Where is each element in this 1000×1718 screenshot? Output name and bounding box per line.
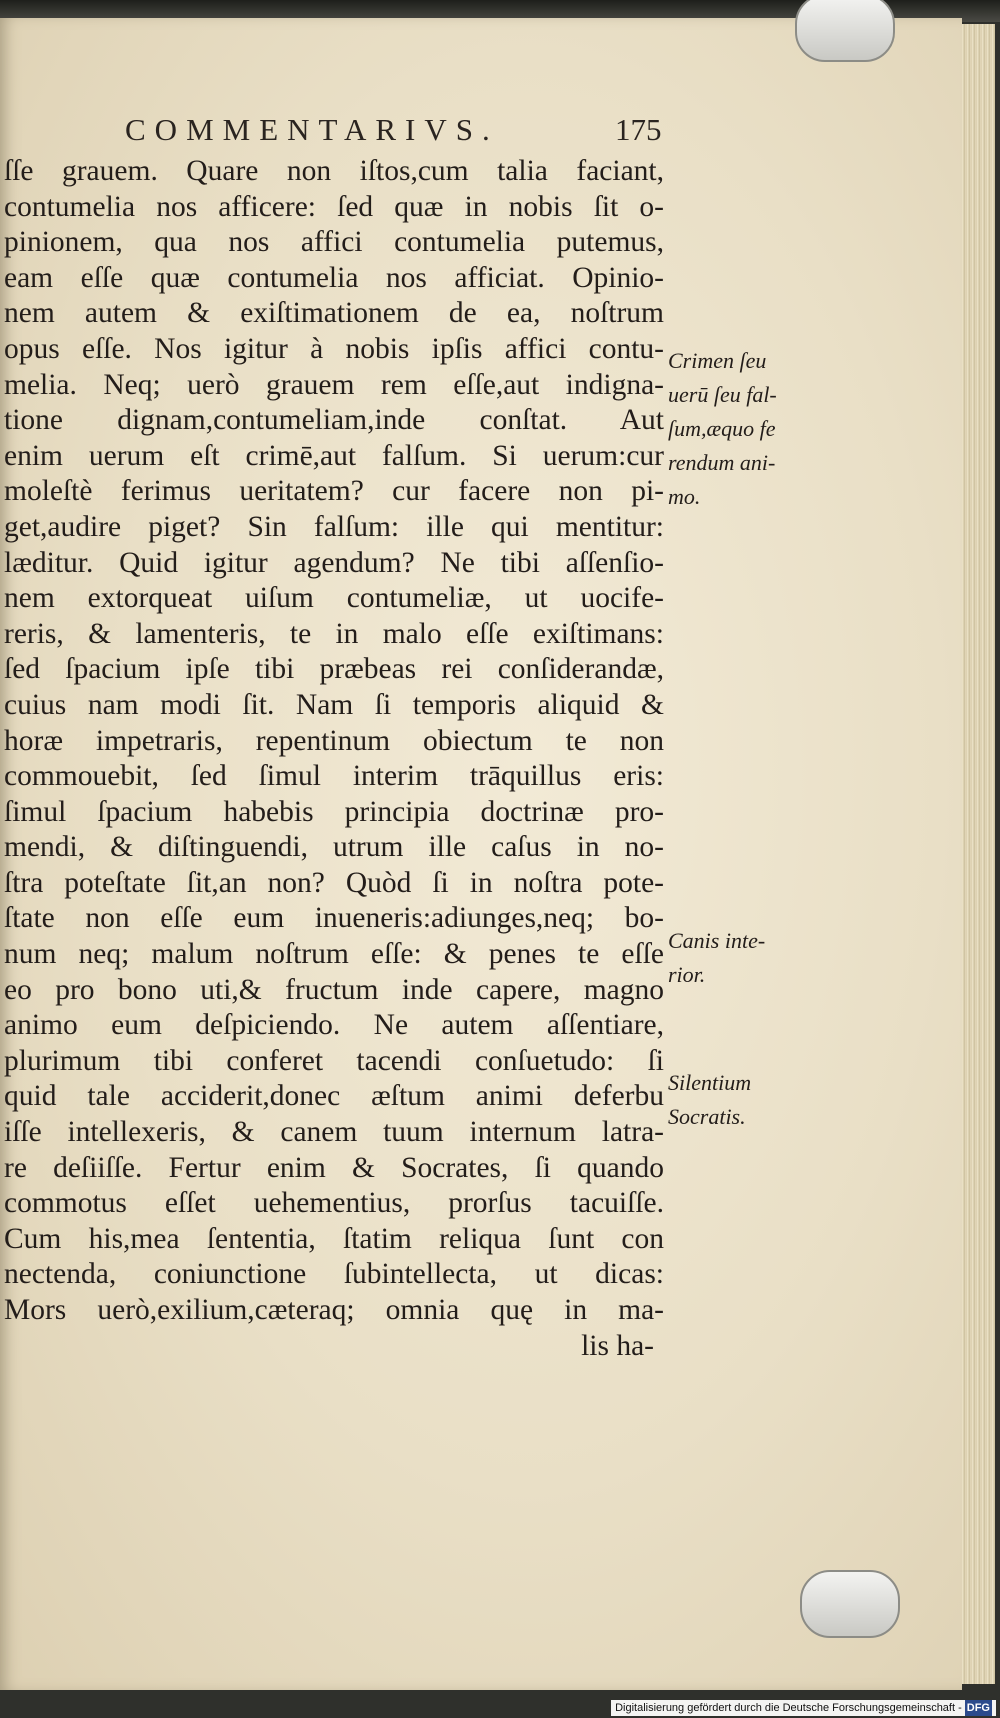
text-line: ſſe grauem. Quare non iſtos,cum talia faciant, <box>4 155 664 187</box>
text-line: ſtate non eſſe eum inueneris:adiunges,neq; bo- <box>4 902 664 935</box>
text-line: pinionem, qua nos affici contumelia putemus, <box>4 226 664 259</box>
marginal-note-line: rendum ani- <box>668 450 776 475</box>
marginal-note-silentium <box>668 1066 808 1134</box>
marginal-note-line: Crimen ſeu <box>668 348 767 373</box>
marginal-note-line: rior. <box>668 962 706 987</box>
text-line: iſſe intellexeris, & canem tuum internum latra- <box>4 1116 664 1149</box>
text-line: commotus eſſet uehementius, prorſus tacuiſſe. <box>4 1187 664 1220</box>
text-line: mendi, & diſtinguendi, utrum ille caſus in no- <box>4 831 664 864</box>
text-line: cuius nam modi ſit. Nam ſi temporis aliquid & <box>4 688 664 721</box>
text-line: horæ impetraris, repentinum obiectum te non <box>4 724 664 757</box>
dfg-logo: DFG <box>966 1702 990 1714</box>
text-line: opus eſſe. Nos igitur à nobis ipſis affici contu- <box>4 332 664 365</box>
text-line: plurimum tibi conferet tacendi conſuetudo: ſi <box>4 1044 664 1077</box>
text-line: ſimul ſpacium habebis principia doctrinæ pro- <box>4 795 664 828</box>
marginal-note-line: Canis inte- <box>668 928 766 953</box>
marginal-note-crimen <box>668 344 808 514</box>
text-line: get,audire piget? Sin falſum: ille qui mentitur: <box>4 510 664 543</box>
text-line: eam eſſe quæ contumelia nos afficiat. Opinio- <box>4 261 664 294</box>
page-fore-edge <box>960 24 995 1684</box>
text-line: tione dignam,contumeliam,inde conſtat. Aut <box>4 404 664 437</box>
text-line: re deſiiſſe. Fertur enim & Socrates, ſi quando <box>4 1151 664 1184</box>
book-page <box>0 18 962 1690</box>
text-line: moleſtè ferimus ueritatem? cur facere non pi- <box>4 475 664 508</box>
text-line: nem autem & exiſtimationem de ea, noſtrum <box>4 297 664 330</box>
page-number: 175 <box>615 112 662 147</box>
page-header <box>0 112 700 156</box>
text-line: nectenda, coniunctione ſubintellecta, ut dicas: <box>4 1258 664 1291</box>
text-line: ſtra poteſtate ſit,an non? Quòd ſi in noſtra pote- <box>4 866 664 899</box>
text-line: animo eum deſpiciendo. Ne autem aſſentiare, <box>4 1009 664 1042</box>
text-line: enim uerum eſt crimē,aut falſum. Si uerum:cur <box>4 439 664 472</box>
text-line: reris, & lamenteris, te in malo eſſe exiſtimans: <box>4 617 664 650</box>
text-line: Mors uerò,exilium,cæteraq; omnia quę in ma- <box>4 1294 664 1326</box>
marginal-note-line: ſum,æquo fe <box>668 416 776 441</box>
marginal-note-line: Socratis. <box>668 1104 746 1129</box>
text-line: Cum his,mea ſententia, ſtatim reliqua ſunt con <box>4 1222 664 1255</box>
marginal-note-line: Silentium <box>668 1070 752 1095</box>
credit-text: Digitalisierung gefördert durch die Deutsche Forschungsgemeinschaft - <box>615 1702 962 1714</box>
text-line: num neq; malum noſtrum eſſe: & penes te eſſe <box>4 938 664 971</box>
main-text-block <box>4 154 664 1364</box>
book-clip-bottom <box>800 1570 900 1638</box>
text-line: commouebit, ſed ſimul interim trāquillus eris: <box>4 760 664 793</box>
text-line: contumelia nos afficere: ſed quæ in nobis ſit o- <box>4 190 664 223</box>
text-line: nem extorqueat uiſum contumeliæ, ut uocife- <box>4 582 664 615</box>
text-line: lis ha- <box>581 1329 654 1362</box>
text-line: eo pro bono uti,& fructum inde capere, magno <box>4 973 664 1006</box>
marginal-note-line: uerū ſeu fal- <box>668 382 777 407</box>
running-head: COMMENTARIVS. <box>125 112 499 147</box>
text-line: læditur. Quid igitur agendum? Ne tibi aſſenſio- <box>4 546 664 579</box>
book-clip-top <box>795 0 895 62</box>
text-line: quid tale acciderit,donec æſtum animi deferbu <box>4 1080 664 1113</box>
text-line: melia. Neq; uerò grauem rem eſſe,aut indigna- <box>4 368 664 401</box>
marginal-note-line: mo. <box>668 484 701 509</box>
marginal-note-canis <box>668 924 808 992</box>
digitization-credit <box>611 1700 996 1716</box>
text-line: ſed ſpacium ipſe tibi præbeas rei conſiderandæ, <box>4 653 664 686</box>
